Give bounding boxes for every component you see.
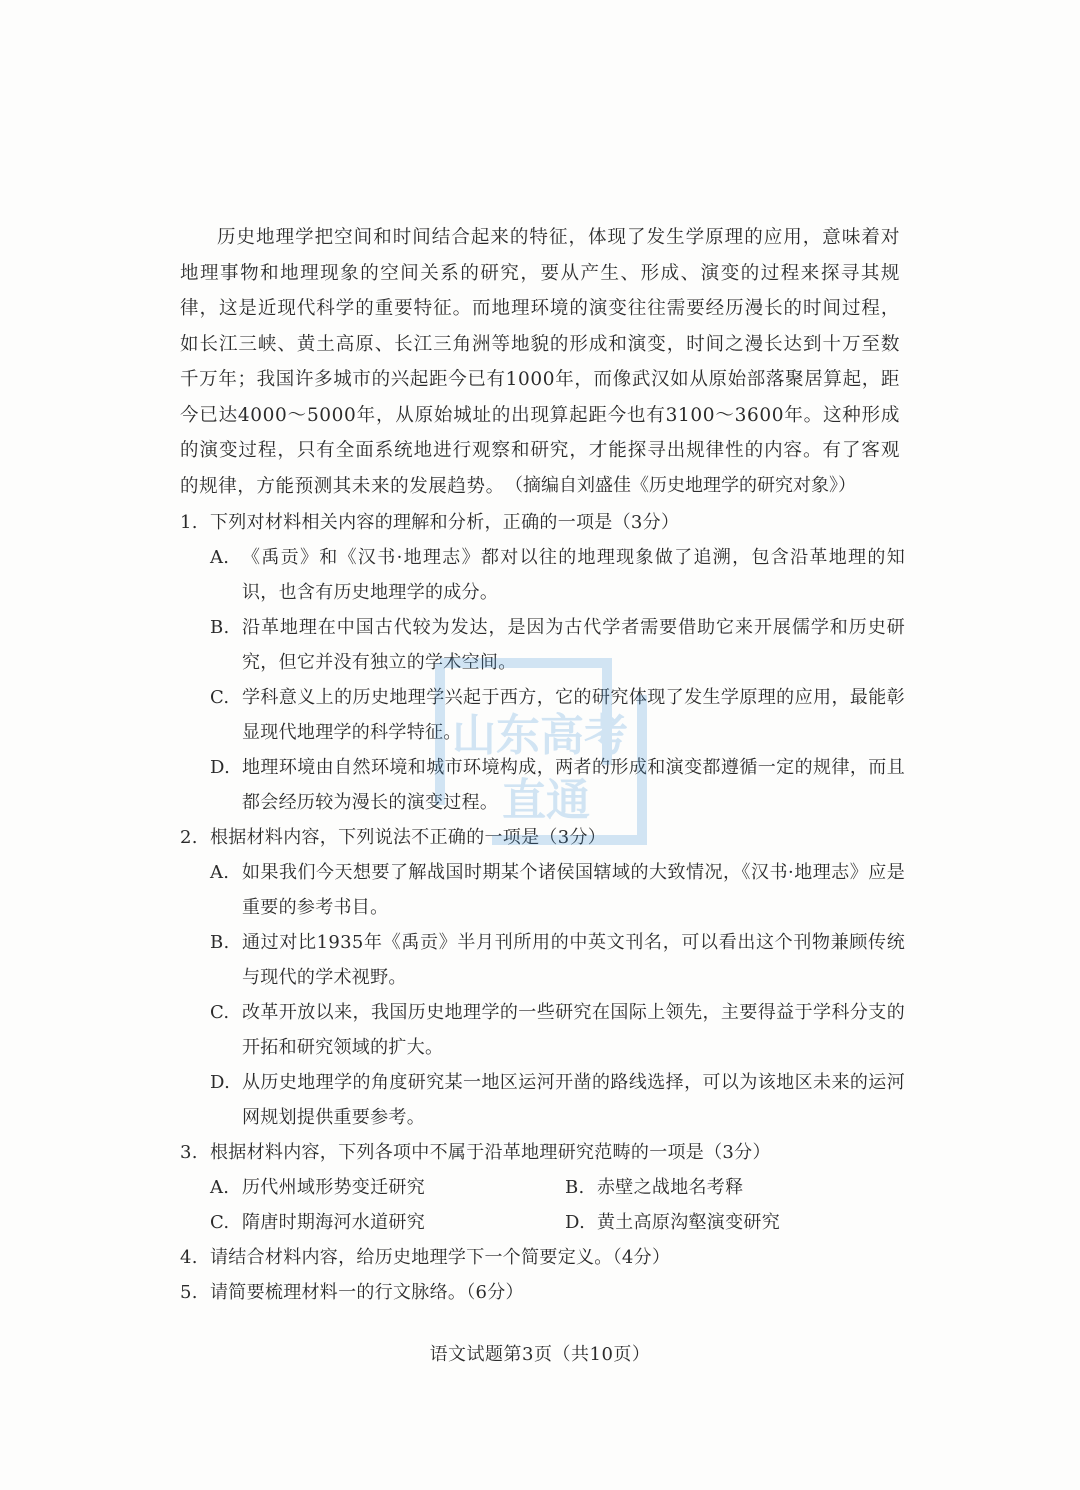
option-key: B. [565,1177,585,1198]
question-5 [180,1275,905,1310]
page-footer: 语文试题第3页（共10页） [429,1344,651,1365]
question-number: 5. [180,1282,198,1303]
option-text: 历代州域形势变迁研究 [242,1177,425,1198]
svg-text:山东高考: 山东高考 [452,710,628,761]
question-stem [180,1240,905,1275]
passage-paragraph: 历史地理学把空间和时间结合起来的特征，体现了发生学原理的应用，意味着对地理事物和地理现象的空间关系的研究，要从产生、形成、演变的过程来探寻其规律，这是近现代科学的重要特征。而地理环境的演变往往需要经历漫长的时间过程，如长江三峡、黄土高原、长江三角洲等地貌的形成和演变，时间之漫长达到十万至数千万年；我国许多城市的兴起距今已有1000年，而像武汉如从原始部落聚居算起，距今已达4000～5000年，从原始城址的出现算起距今也有3100～3600年。这种形成的演变过程，只有全面系统地进行观察和研究，才能探寻出规律性的内容。有了客观的规律，方能预测其未来的发展趋势。 [180,227,900,497]
option-a [210,1170,565,1205]
option-a [180,855,905,925]
question-text: 根据材料内容，下列说法不正确的一项是（3分） [210,827,607,848]
question-stem [180,1135,905,1170]
passage-source: （摘编自刘盛佳《历史地理学的研究对象》） [505,475,856,496]
option-text: 沿革地理在中国古代较为发达，是因为古代学者需要借助它来开展儒学和历史研究，但它并没有独立的学术空间。 [242,617,905,673]
option-text: 从历史地理学的角度研究某一地区运河开凿的路线选择，可以为该地区未来的运河网规划提供重要参考。 [242,1072,905,1128]
question-stem [180,505,905,540]
question-number: 4. [180,1247,198,1268]
question-1 [180,505,905,820]
option-a [180,540,905,610]
question-text: 根据材料内容，下列各项中不属于沿革地理研究范畴的一项是（3分） [210,1142,771,1163]
option-grid [180,1170,905,1240]
option-key: C. [210,687,230,708]
option-text: 通过对比1935年《禹贡》半月刊所用的中英文刊名，可以看出这个刊物兼顾传统与现代的学术视野。 [242,932,905,988]
option-d [180,1065,905,1135]
question-number: 3. [180,1142,198,1163]
option-b [180,610,905,680]
option-b [565,1170,920,1205]
question-text: 请结合材料内容，给历史地理学下一个简要定义。（4分） [210,1247,671,1268]
option-text: 隋唐时期海河水道研究 [242,1212,425,1233]
question-3 [180,1135,905,1240]
option-text: 地理环境由自然环境和城市环境构成，两者的形成和演变都遵循一定的规律，而且都会经历较为漫长的演变过程。 [242,757,905,813]
option-text: 如果我们今天想要了解战国时期某个诸侯国辖域的大致情况，《汉书·地理志》应是重要的参考书目。 [242,862,905,918]
option-key: A. [210,547,230,568]
option-key: D. [210,757,231,778]
question-text: 请简要梳理材料一的行文脉络。（6分） [210,1282,524,1303]
question-number: 2. [180,827,198,848]
svg-text:直通: 直通 [502,775,590,826]
option-text: 黄土高原沟壑演变研究 [597,1212,780,1233]
option-text: 改革开放以来，我国历史地理学的一些研究在国际上领先，主要得益于学科分支的开拓和研究领域的扩大。 [242,1002,905,1058]
question-stem [180,820,905,855]
question-stem [180,1275,905,1310]
question-4 [180,1240,905,1275]
reading-passage [180,220,900,504]
option-b [180,925,905,995]
option-key: D. [565,1212,586,1233]
option-text: 《禹贡》和《汉书·地理志》都对以往的地理现象做了追溯，包含沿革地理的知识，也含有历史地理学的成分。 [242,547,905,603]
option-key: B. [210,617,230,638]
option-key: A. [210,862,230,883]
question-number: 1. [180,512,198,533]
option-c [180,995,905,1065]
option-key: B. [210,932,230,953]
option-c [180,680,905,750]
option-key: C. [210,1212,230,1233]
question-list [180,505,905,1310]
option-d [565,1205,920,1240]
option-d [180,750,905,820]
option-key: C. [210,1002,230,1023]
question-text: 下列对材料相关内容的理解和分析，正确的一项是（3分） [210,512,680,533]
option-text: 赤壁之战地名考释 [597,1177,744,1198]
option-text: 学科意义上的历史地理学兴起于西方，它的研究体现了发生学原理的应用，最能彰显现代地理学的科学特征。 [242,687,905,743]
option-key: D. [210,1072,231,1093]
option-c [210,1205,565,1240]
question-2 [180,820,905,1135]
option-key: A. [210,1177,230,1198]
